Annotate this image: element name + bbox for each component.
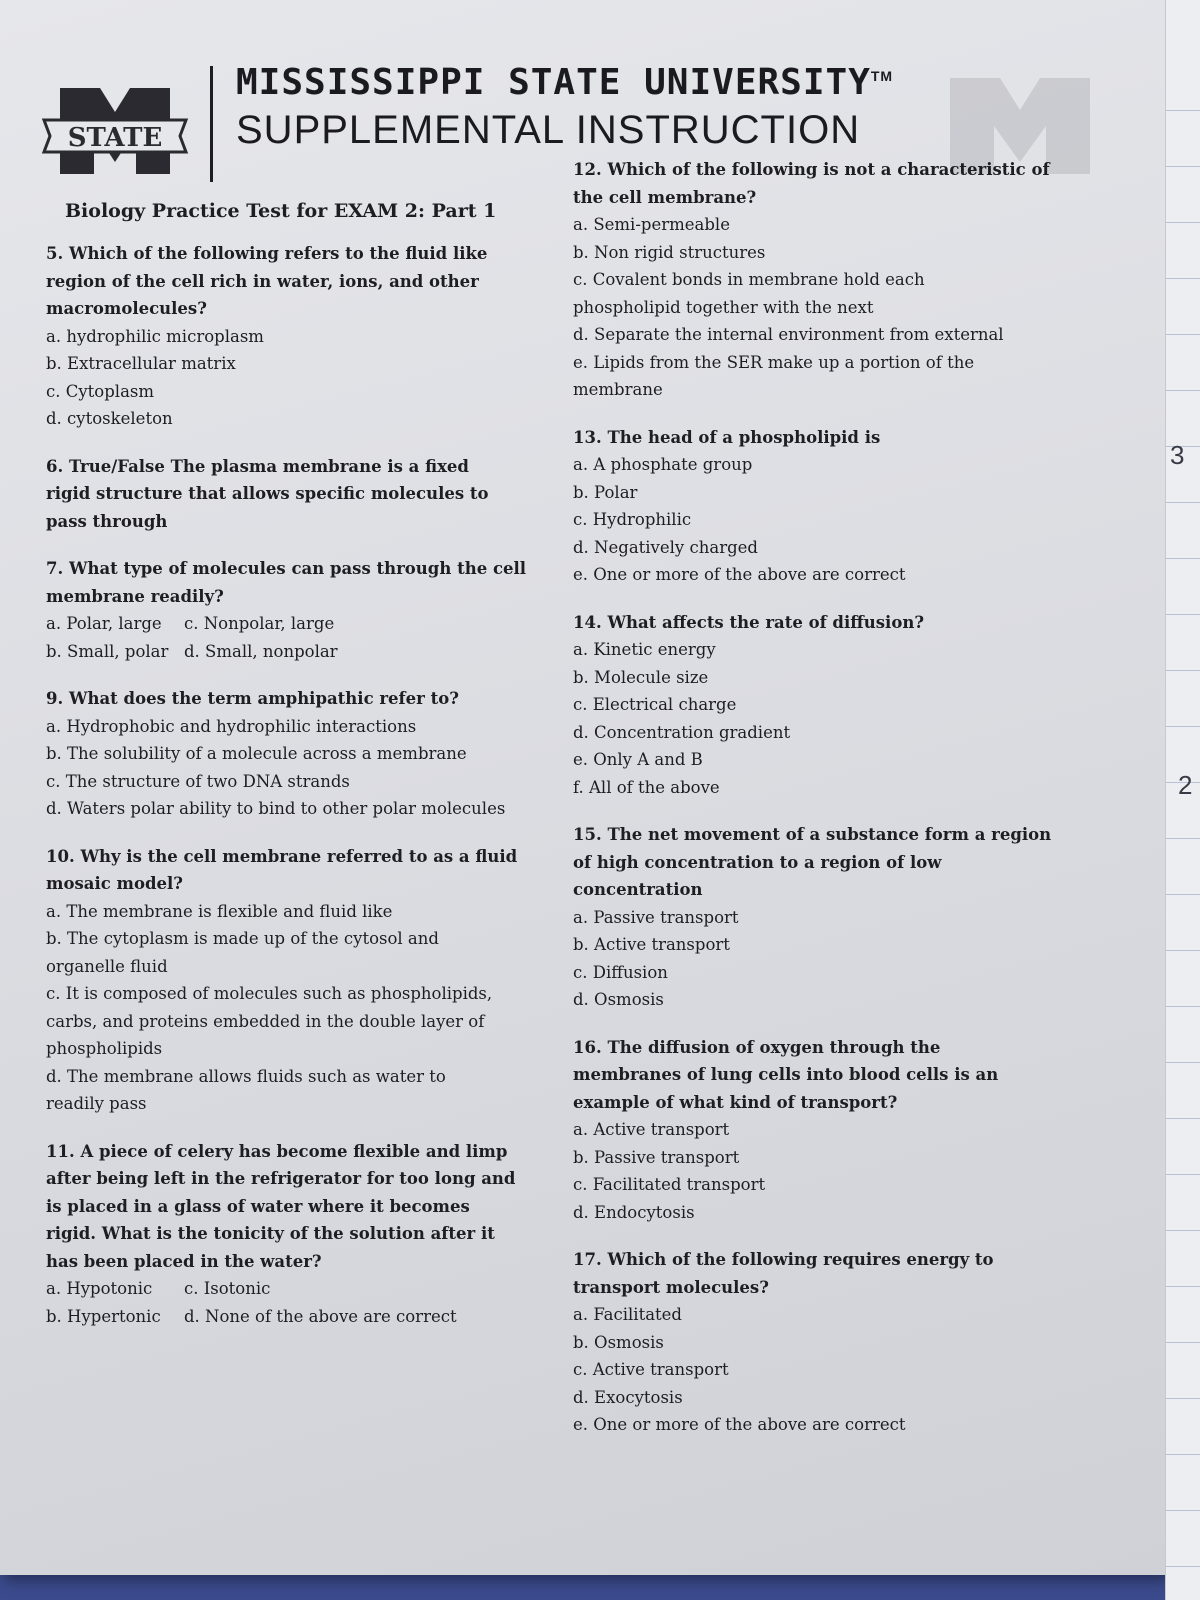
answer-option: phospholipid together with the next: [573, 297, 874, 317]
answer-option: a. hydrophilic microplasm: [46, 326, 264, 346]
test-title: Biology Practice Test for EXAM 2: Part 1: [65, 200, 497, 222]
question-stem: is placed in a glass of water where it becomes: [46, 1196, 470, 1216]
answer-option: b. Small, polar: [46, 641, 169, 661]
answer-option: e. Only A and B: [573, 750, 703, 769]
header-divider: [210, 66, 213, 182]
margin-mark: 3: [1170, 440, 1185, 470]
answer-option: b. Active transport: [573, 935, 730, 954]
answer-option: c. Diffusion: [573, 962, 668, 982]
question-stem: after being left in the refrigerator for too long and: [46, 1169, 516, 1188]
answer-option: d. Endocytosis: [573, 1202, 695, 1222]
margin-mark: 2: [1178, 770, 1193, 800]
ruled-line: [1166, 838, 1200, 839]
ruled-line: [1166, 166, 1200, 167]
answer-option: b. Passive transport: [573, 1147, 740, 1167]
ruled-line: [1166, 1510, 1200, 1511]
answer-option: d. Concentration gradient: [573, 722, 791, 742]
right-column: [573, 156, 1133, 1459]
answer-option: b. Non rigid structures: [573, 242, 766, 262]
answer-option: carbs, and proteins embedded in the double layer of: [46, 1011, 485, 1031]
question-stem: mosaic model?: [46, 874, 183, 893]
question: [573, 609, 1133, 802]
answer-option: a. Hypotonic: [46, 1279, 153, 1298]
answer-option: d. The membrane allows fluids such as water to: [46, 1066, 446, 1086]
question-stem: 7. What type of molecules can pass through the cell: [46, 559, 527, 578]
answer-option: e. Lipids from the SER make up a portion of the: [573, 352, 975, 372]
ruled-line: [1166, 502, 1200, 503]
ruled-line: [1166, 1286, 1200, 1287]
answer-option: b. The solubility of a molecule across a membrane: [46, 744, 467, 763]
answer-option: c. Nonpolar, large: [184, 614, 335, 633]
question: [46, 453, 566, 536]
answer-option: c. Facilitated transport: [573, 1175, 766, 1194]
answer-option: a. Polar, large: [46, 614, 162, 633]
question-stem: 5. Which of the following refers to the fluid like: [46, 244, 488, 263]
answer-option: c. The structure of two DNA strands: [46, 771, 350, 791]
answer-option-row: [46, 1275, 566, 1303]
answer-option: c. Cytoplasm: [46, 381, 155, 401]
question-stem: 10. Why is the cell membrane referred to as a fluid: [46, 846, 518, 866]
question-stem: macromolecules?: [46, 299, 207, 318]
ruled-line: [1166, 614, 1200, 615]
question-stem: 13. The head of a phospholipid is: [573, 427, 881, 447]
question-stem: 11. A piece of celery has become flexible and limp: [46, 1141, 508, 1161]
question-stem: 12. Which of the following is not a characteristic of: [573, 160, 1050, 179]
ruled-line: [1166, 1118, 1200, 1119]
answer-option: d. Separate the internal environment from external: [573, 325, 1004, 344]
ruled-line: [1166, 1342, 1200, 1343]
answer-option: a. Kinetic energy: [573, 640, 716, 659]
question-stem: has been placed in the water?: [46, 1251, 322, 1271]
answer-option: d. Small, nonpolar: [184, 641, 338, 661]
answer-option: c. It is composed of molecules such as phospholipids,: [46, 984, 493, 1003]
question: [573, 1246, 1133, 1439]
answer-option: a. Active transport: [573, 1120, 730, 1139]
question-stem: 14. What affects the rate of diffusion?: [573, 612, 924, 632]
ruled-line: [1166, 558, 1200, 559]
question-stem: rigid. What is the tonicity of the solution after it: [46, 1224, 495, 1243]
question-stem: rigid structure that allows specific molecules to: [46, 484, 489, 503]
ruled-line: [1166, 1398, 1200, 1399]
question: [46, 1138, 566, 1331]
question-stem: region of the cell rich in water, ions, and other: [46, 271, 479, 291]
question: [573, 1034, 1133, 1227]
question-stem: membranes of lung cells into blood cells is an: [573, 1065, 999, 1084]
answer-option: d. cytoskeleton: [46, 409, 173, 428]
answer-option: b. Molecule size: [573, 667, 709, 687]
ruled-line: [1166, 278, 1200, 279]
answer-option: a. A phosphate group: [573, 455, 753, 474]
ruled-line: [1166, 390, 1200, 391]
answer-option: organelle fluid: [46, 956, 168, 976]
answer-option-row: [46, 638, 566, 666]
ruled-line: [1166, 950, 1200, 951]
ruled-line: [1166, 1566, 1200, 1567]
question-stem: concentration: [573, 880, 703, 899]
question-stem: 6. True/False The plasma membrane is a fixed: [46, 456, 469, 476]
answer-option: a. The membrane is flexible and fluid like: [46, 901, 393, 921]
ruled-line: [1166, 1454, 1200, 1455]
question-stem: membrane readily?: [46, 586, 224, 606]
question-stem: example of what kind of transport?: [573, 1092, 898, 1112]
program-name: SUPPLEMENTAL INSTRUCTION: [236, 108, 861, 152]
answer-option: membrane: [573, 380, 663, 399]
answer-option: d. None of the above are correct: [184, 1306, 457, 1326]
question: [46, 843, 566, 1118]
answer-option: a. Hydrophobic and hydrophilic interactions: [46, 716, 417, 736]
question-stem: the cell membrane?: [573, 187, 757, 207]
answer-option: readily pass: [46, 1094, 147, 1113]
answer-option: c. Hydrophilic: [573, 510, 692, 529]
answer-option: c. Electrical charge: [573, 695, 737, 714]
question: [46, 555, 566, 665]
ruled-line: [1166, 1174, 1200, 1175]
question: [573, 821, 1133, 1014]
trademark-symbol: TM: [870, 68, 894, 84]
answer-option: e. One or more of the above are correct: [573, 1415, 906, 1434]
answer-option: phospholipids: [46, 1039, 163, 1058]
question-stem: transport molecules?: [573, 1277, 769, 1297]
answer-option: a. Passive transport: [573, 907, 739, 927]
answer-option: c. Active transport: [573, 1360, 729, 1379]
answer-option: d. Exocytosis: [573, 1387, 683, 1407]
msu-logo-icon: [40, 82, 190, 178]
answer-option: c. Covalent bonds in membrane hold each: [573, 270, 925, 289]
question: [46, 685, 566, 823]
answer-option: b. The cytoplasm is made up of the cytosol and: [46, 929, 439, 948]
university-name: MISSISSIPPI STATE UNIVERSITY™: [236, 62, 894, 103]
ruled-line: [1166, 1062, 1200, 1063]
answer-option: b. Osmosis: [573, 1332, 664, 1352]
answer-option: f. All of the above: [573, 777, 720, 797]
answer-option: d. Waters polar ability to bind to other polar molecules: [46, 799, 506, 818]
answer-option: e. One or more of the above are correct: [573, 565, 906, 584]
answer-option: b. Hypertonic: [46, 1306, 161, 1326]
question-stem: of high concentration to a region of low: [573, 852, 942, 872]
answer-option: b. Polar: [573, 482, 638, 502]
logo-text: STATE: [67, 123, 163, 153]
ruled-line: [1166, 670, 1200, 671]
ruled-line: [1166, 1006, 1200, 1007]
question-stem: 17. Which of the following requires energy to: [573, 1250, 994, 1269]
answer-option: c. Isotonic: [184, 1279, 271, 1298]
answer-option: d. Osmosis: [573, 990, 664, 1009]
answer-option: d. Negatively charged: [573, 537, 758, 557]
question: [573, 156, 1133, 404]
question-stem: 15. The net movement of a substance form a region: [573, 825, 1052, 844]
question-stem: 9. What does the term amphipathic refer to?: [46, 689, 459, 708]
answer-option-row: [46, 1303, 566, 1331]
question-stem: 16. The diffusion of oxygen through the: [573, 1037, 941, 1057]
ruled-line: [1166, 726, 1200, 727]
answer-option: a. Facilitated: [573, 1305, 682, 1324]
answer-option: a. Semi-permeable: [573, 215, 730, 234]
ruled-line: [1166, 894, 1200, 895]
answer-option: b. Extracellular matrix: [46, 354, 236, 373]
question-stem: pass through: [46, 511, 168, 531]
ruled-line: [1166, 1230, 1200, 1231]
ruled-line: [1166, 110, 1200, 111]
ruled-line: [1166, 334, 1200, 335]
answer-option-row: [46, 610, 566, 638]
question: [573, 424, 1133, 589]
left-column: [46, 240, 566, 1350]
ruled-line: [1166, 222, 1200, 223]
question: [46, 240, 566, 433]
